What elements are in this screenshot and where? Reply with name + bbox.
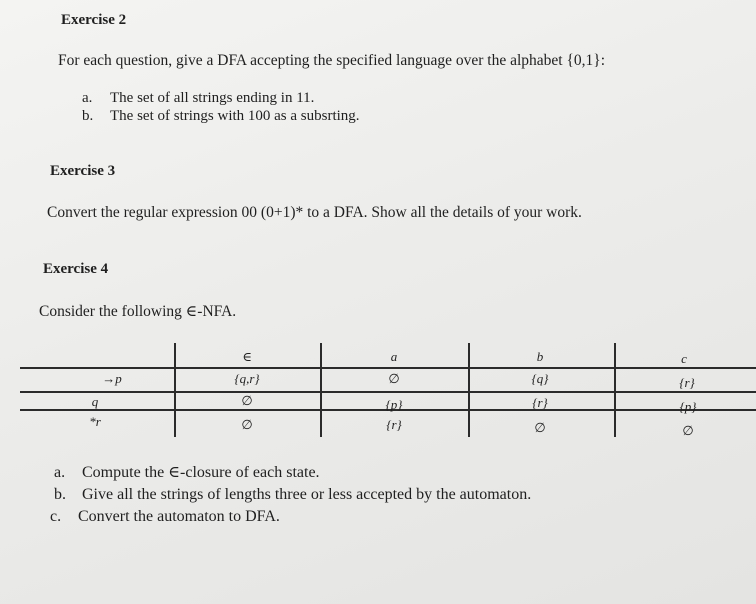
list-item-text: Convert the automaton to DFA.	[78, 508, 280, 525]
table-state-p: →p	[102, 371, 122, 386]
transition-table	[0, 343, 756, 443]
list-item-text: Give all the strings of lengths three or less accepted by the automaton.	[82, 486, 532, 503]
table-header-a: a	[390, 349, 398, 364]
exercise-4-heading: Exercise 4	[43, 261, 109, 277]
exercise-2-prompt: For each question, give a DFA accepting the specified language over the alphabet {0,1}:	[58, 52, 606, 69]
table-row-rule	[20, 391, 756, 393]
list-marker: a.	[82, 90, 93, 106]
exercise-4-prompt: Consider the following ∈-NFA.	[39, 303, 237, 320]
table-header-rule	[20, 367, 756, 369]
table-header-epsilon: ∈	[242, 349, 252, 364]
exercise-2-item-b	[82, 108, 360, 125]
list-marker: a.	[54, 464, 66, 481]
table-column-rule	[614, 343, 616, 437]
table-cell: ∅	[388, 371, 400, 386]
table-cell: {p}	[385, 397, 403, 412]
list-item-text: Compute the ∈-closure of each state.	[82, 464, 320, 481]
exercise-4-item-b	[54, 486, 531, 504]
table-header-c: c	[681, 351, 687, 366]
list-marker: c.	[50, 508, 62, 525]
exercise-4-item-c	[50, 508, 280, 526]
list-item-text: The set of all strings ending in 11.	[110, 90, 315, 106]
table-cell: {r}	[532, 395, 548, 410]
table-cell: ∅	[682, 423, 694, 438]
exercise-2-heading: Exercise 2	[61, 12, 127, 28]
table-column-rule	[174, 343, 176, 437]
exercise-4-item-a	[54, 462, 320, 482]
table-cell: {r}	[386, 417, 402, 432]
table-state-q: q	[91, 394, 99, 409]
table-column-rule	[468, 343, 470, 437]
table-state-r: *r	[89, 414, 101, 429]
table-cell: {q}	[531, 371, 549, 386]
table-cell: {p}	[679, 399, 697, 414]
exercise-3-heading: Exercise 3	[50, 163, 116, 179]
list-item-text: The set of strings with 100 as a subsrting.	[110, 108, 360, 124]
list-marker: b.	[82, 108, 94, 124]
table-cell: {r}	[679, 375, 695, 390]
exercise-2-item-a	[82, 90, 314, 107]
table-cell: ∅	[534, 420, 546, 435]
table-cell: {q,r}	[234, 371, 260, 386]
table-cell: ∅	[241, 417, 253, 432]
table-column-rule	[320, 343, 322, 437]
table-header-b: b	[536, 349, 544, 364]
table-cell: ∅	[241, 393, 253, 408]
list-marker: b.	[54, 486, 66, 503]
exercise-3-prompt: Convert the regular expression 00 (0+1)* to a DFA. Show all the details of your work.	[47, 204, 582, 221]
